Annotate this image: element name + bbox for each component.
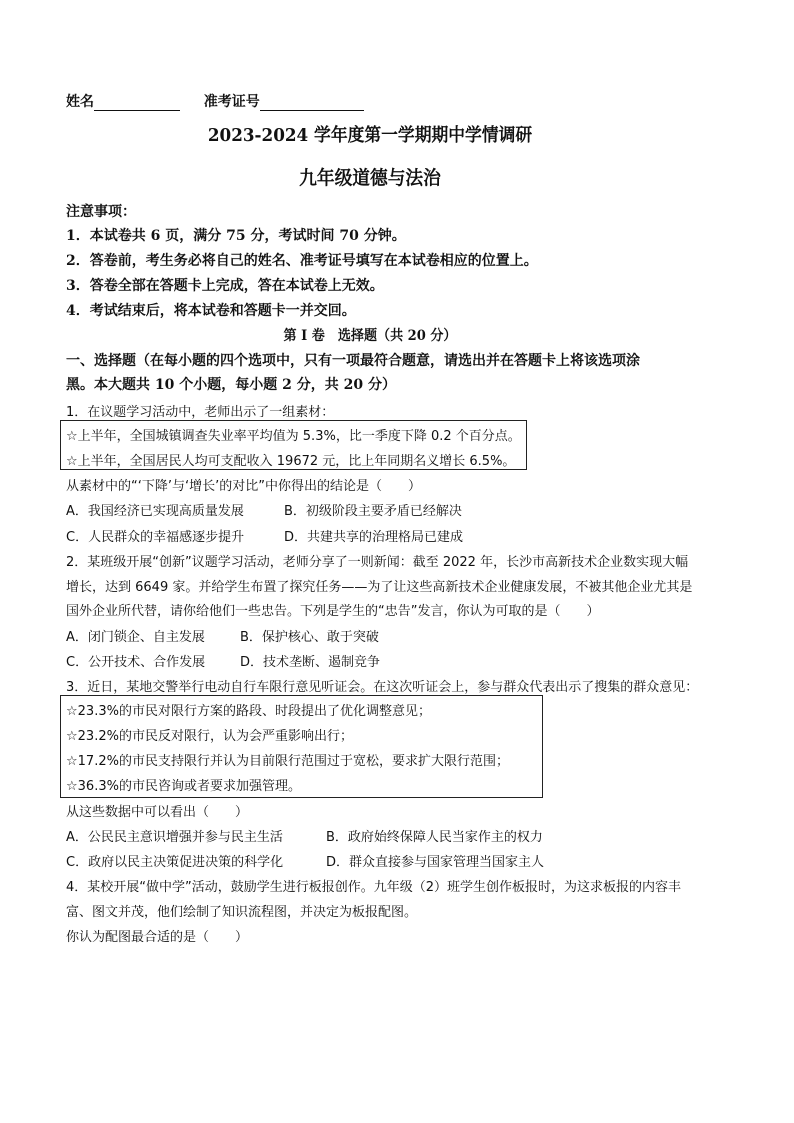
section-instruction: 黑。本大题共 10 个小题，每小题 2 分，共 20 分） [66, 377, 396, 393]
exam-id-blank [260, 96, 364, 111]
q1-material: ☆上半年，全国居民人均可支配收入 19672 元，比上年同期名义增长 6.5%。 [66, 454, 516, 469]
notice-item: 2．答卷前，考生务必将自己的姓名、准考证号填写在本试卷相应的位置上。 [66, 253, 538, 269]
q3-question: 从这些数据中可以看出（ ） [66, 805, 249, 820]
q2-line: 国外企业所代替，请你给他们一些忠告。下列是学生的“忠告”发言，你认为可取的是（ ） [66, 604, 600, 619]
exam-title: 2023-2024 学年度第一学期期中学情调研 [207, 125, 533, 146]
q2-line: 2．某班级开展“创新”议题学习活动，老师分享了一则新闻：截至 2022 年，长沙市高新技术企业数实现大幅 [66, 555, 689, 570]
notice-heading: 注意事项： [66, 204, 136, 220]
q1-option-d: D．共建共享的治理格局已建成 [284, 530, 464, 545]
q2-option-b: B．保护核心、敢于突破 [240, 630, 379, 645]
q3-option-b: B．政府始终保障人民当家作主的权力 [326, 830, 543, 845]
q2-option-d: D．技术垄断、遏制竞争 [240, 655, 381, 670]
name-field [66, 91, 364, 111]
notice-item: 4．考试结束后，将本试卷和答题卡一并交回。 [66, 303, 356, 319]
q4-question: 你认为配图最合适的是（ ） [66, 930, 249, 945]
q1-option-a: A．我国经济已实现高质量发展 [66, 504, 244, 519]
q3-option-a: A．公民民主意识增强并参与民主生活 [66, 830, 283, 845]
notice-item: 1．本试卷共 6 页，满分 75 分，考试时间 70 分钟。 [66, 228, 406, 244]
q1-stem: 1．在议题学习活动中，老师出示了一组素材： [66, 405, 335, 420]
exam-subtitle: 九年级道德与法治 [299, 167, 441, 189]
q3-material: ☆17.2%的市民支持限行并认为目前限行范围过于宽松，要求扩大限行范围； [66, 754, 509, 769]
exam-id-label: 准考证号 [203, 94, 260, 110]
q1-question: 从素材中的“‘下降’与‘增长’的对比”中你得出的结论是（ ） [66, 479, 421, 494]
q2-option-a: A．闭门锁企、自主发展 [66, 630, 205, 645]
q2-option-c: C．公开技术、合作发展 [66, 655, 206, 670]
section-title: 第 I 卷 选择题（共 20 分） [283, 328, 457, 344]
q3-material: ☆23.2%的市民反对限行，认为会严重影响出行； [66, 729, 353, 744]
q1-material: ☆上半年，全国城镇调查失业率平均值为 5.3%，比一季度下降 0.2 个百分点。 [66, 429, 521, 444]
q1-option-b: B．初级阶段主要矛盾已经解决 [284, 504, 462, 519]
q4-line: 富、图文并茂，他们绘制了知识流程图，并决定为板报配图。 [66, 905, 418, 920]
q3-material: ☆36.3%的市民咨询或者要求加强管理。 [66, 779, 301, 794]
q3-material: ☆23.3%的市民对限行方案的路段、时段提出了优化调整意见； [66, 704, 431, 719]
q4-line: 4．某校开展“做中学”活动，鼓励学生进行板报创作。九年级（2）班学生创作板报时，为这求板报的内容丰 [66, 880, 682, 895]
q3-stem: 3．近日，某地交警举行电动自行车限行意见听证会。在这次听证会上，参与群众代表出示了搜集的群众意见： [66, 680, 699, 695]
q1-option-c: C．人民群众的幸福感逐步提升 [66, 530, 245, 545]
name-blank [94, 96, 180, 111]
q3-option-c: C．政府以民主决策促进决策的科学化 [66, 855, 284, 870]
name-label: 姓名 [66, 94, 94, 110]
q3-option-d: D．群众直接参与国家管理当国家主人 [326, 855, 545, 870]
section-instruction: 一、选择题（在每小题的四个选项中，只有一项最符合题意，请选出并在答题卡上将该选项涂 [66, 353, 640, 369]
notice-item: 3．答卷全部在答题卡上完成，答在本试卷上无效。 [66, 278, 384, 294]
q2-line: 增长，达到 6649 家。并给学生布置了探究任务——为了让这些高新技术企业健康发展，不被其他企业尤其是 [66, 580, 693, 595]
